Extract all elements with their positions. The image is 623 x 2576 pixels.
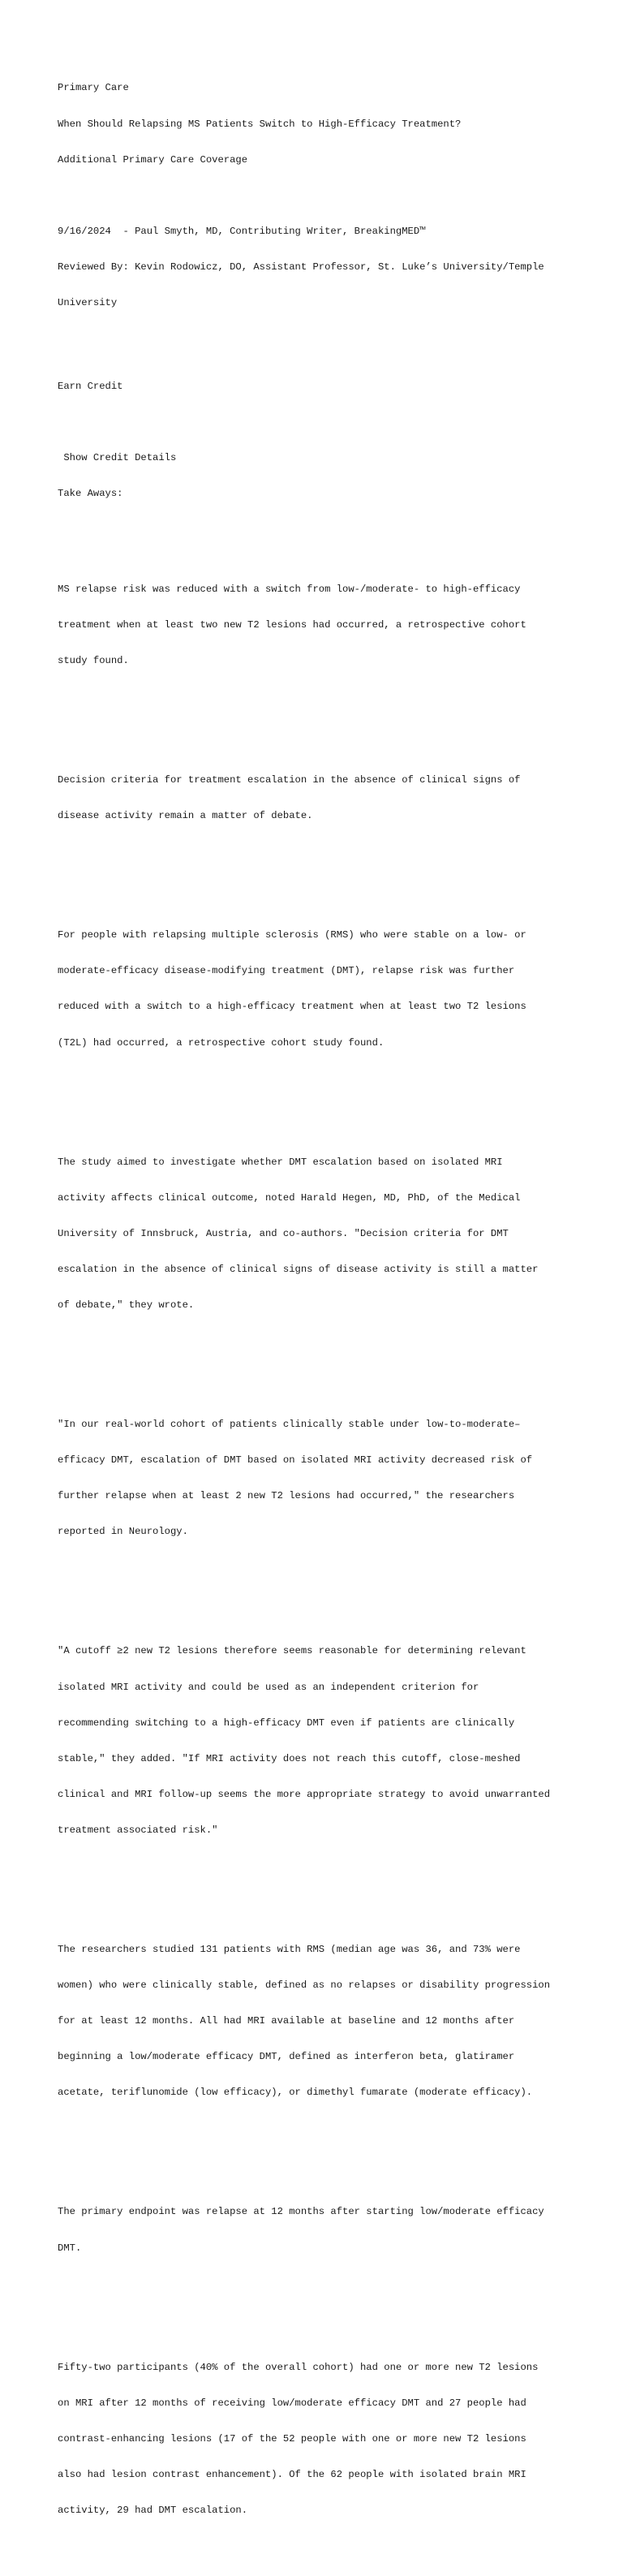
paragraph-line: contrast-enhancing lesions (17 of the 52 people with one or more new T2 lesions xyxy=(58,2432,526,2445)
paragraph-line: For people with relapsing multiple sclerosis (RMS) who were stable on a low- or xyxy=(58,929,526,941)
paragraph-line: activity, 29 had DMT escalation. xyxy=(58,2504,248,2516)
paragraph xyxy=(58,1622,577,1860)
paragraph-line: study found. xyxy=(58,655,129,667)
paragraph-line: efficacy DMT, escalation of DMT based on isolated MRI activity decreased risk of xyxy=(58,1454,533,1467)
paragraph-line: escalation in the absence of clinical signs of disease activity is still a matter xyxy=(58,1263,539,1275)
paragraph-line: also had lesion contrast enhancement). Of the 62 people with isolated brain MRI xyxy=(58,2468,526,2480)
paragraph xyxy=(58,1920,577,2123)
paragraph-line: disease activity remain a matter of debate. xyxy=(58,810,313,822)
article-document xyxy=(58,58,577,2576)
show-credit-details-button[interactable]: Show Credit Details xyxy=(58,452,177,464)
paragraph-line: MS relapse risk was reduced with a switch from low-/moderate- to high-efficacy xyxy=(58,583,521,595)
earn-credit-link[interactable]: Earn Credit xyxy=(58,380,123,392)
paragraph-line: acetate, teriflunomide (low efficacy), or dimethyl fumarate (moderate efficacy). xyxy=(58,2087,533,2099)
paragraph xyxy=(58,1132,577,1335)
paragraph-line: isolated MRI activity and could be used as an independent criterion for xyxy=(58,1681,479,1693)
paragraph-line: The study aimed to investigate whether DMT escalation based on isolated MRI xyxy=(58,1156,503,1168)
paragraph xyxy=(58,2182,577,2278)
paragraph-line: The researchers studied 131 patients with RMS (median age was 36, and 73% were xyxy=(58,1943,521,1955)
paragraph-line: (T2L) had occurred, a retrospective cohort study found. xyxy=(58,1036,385,1049)
paragraph xyxy=(58,751,577,846)
paragraph-line: women) who were clinically stable, defined as no relapses or disability progression xyxy=(58,1979,551,1992)
paragraph-line: The primary endpoint was relapse at 12 months after starting low/moderate efficacy xyxy=(58,2206,544,2218)
paragraph-line: reported in Neurology. xyxy=(58,1526,188,1538)
paragraph-line: for at least 12 months. All had MRI available at baseline and 12 months after xyxy=(58,2015,515,2027)
section-label: Primary Care xyxy=(58,82,129,94)
paragraph-line: of debate," they wrote. xyxy=(58,1299,195,1312)
paragraph-line: reduced with a switch to a high-efficacy treatment when at least two T2 lesions xyxy=(58,1001,526,1013)
paragraph-line: Decision criteria for treatment escalation in the absence of clinical signs of xyxy=(58,774,521,786)
paragraph-line: moderate-efficacy disease-modifying treatment (DMT), relapse risk was further xyxy=(58,965,515,977)
paragraph-line: clinical and MRI follow-up seems the more appropriate strategy to avoid unwarranted xyxy=(58,1788,551,1800)
paragraph xyxy=(58,906,577,1073)
paragraph-line: treatment when at least two new T2 lesions had occurred, a retrospective cohort xyxy=(58,619,526,631)
paragraph-line: treatment associated risk." xyxy=(58,1824,218,1836)
coverage-link[interactable]: Additional Primary Care Coverage xyxy=(58,153,248,166)
takeaways-label: Take Aways: xyxy=(58,488,123,500)
paragraph-line: "A cutoff ≥2 new T2 lesions therefore seems reasonable for determining relevant xyxy=(58,1645,526,1657)
paragraph xyxy=(58,1395,577,1562)
reviewer-line-continued: University xyxy=(58,297,118,309)
paragraph-line: recommending switching to a high-efficacy DMT even if patients are clinically xyxy=(58,1717,515,1729)
article-body xyxy=(58,536,577,2564)
reviewer-line: Reviewed By: Kevin Rodowicz, DO, Assistant Professor, St. Luke’s University/Temple xyxy=(58,261,544,273)
paragraph-line: Fifty-two participants (40% of the overall cohort) had one or more new T2 lesions xyxy=(58,2361,539,2373)
paragraph-line: on MRI after 12 months of receiving low/moderate efficacy DMT and 27 people had xyxy=(58,2397,526,2409)
paragraph-line: stable," they added. "If MRI activity does not reach this cutoff, close-meshed xyxy=(58,1752,521,1764)
paragraph-line: activity affects clinical outcome, noted Harald Hegen, MD, PhD, of the Medical xyxy=(58,1191,521,1204)
paragraph-line: beginning a low/moderate efficacy DMT, defined as interferon beta, glatiramer xyxy=(58,2051,515,2063)
paragraph xyxy=(58,2337,577,2540)
paragraph-line: University of Innsbruck, Austria, and co-authors. "Decision criteria for DMT xyxy=(58,1227,509,1239)
date-author-line: 9/16/2024 - Paul Smyth, MD, Contributing Writer, BreakingMED™ xyxy=(58,225,426,237)
article-title: When Should Relapsing MS Patients Switch to High-Efficacy Treatment? xyxy=(58,118,462,130)
paragraph-line: further relapse when at least 2 new T2 lesions had occurred," the researchers xyxy=(58,1490,515,1502)
paragraph-line: "In our real-world cohort of patients clinically stable under low-to-moderate– xyxy=(58,1419,521,1431)
paragraph-line: DMT. xyxy=(58,2242,82,2254)
paragraph xyxy=(58,559,577,691)
